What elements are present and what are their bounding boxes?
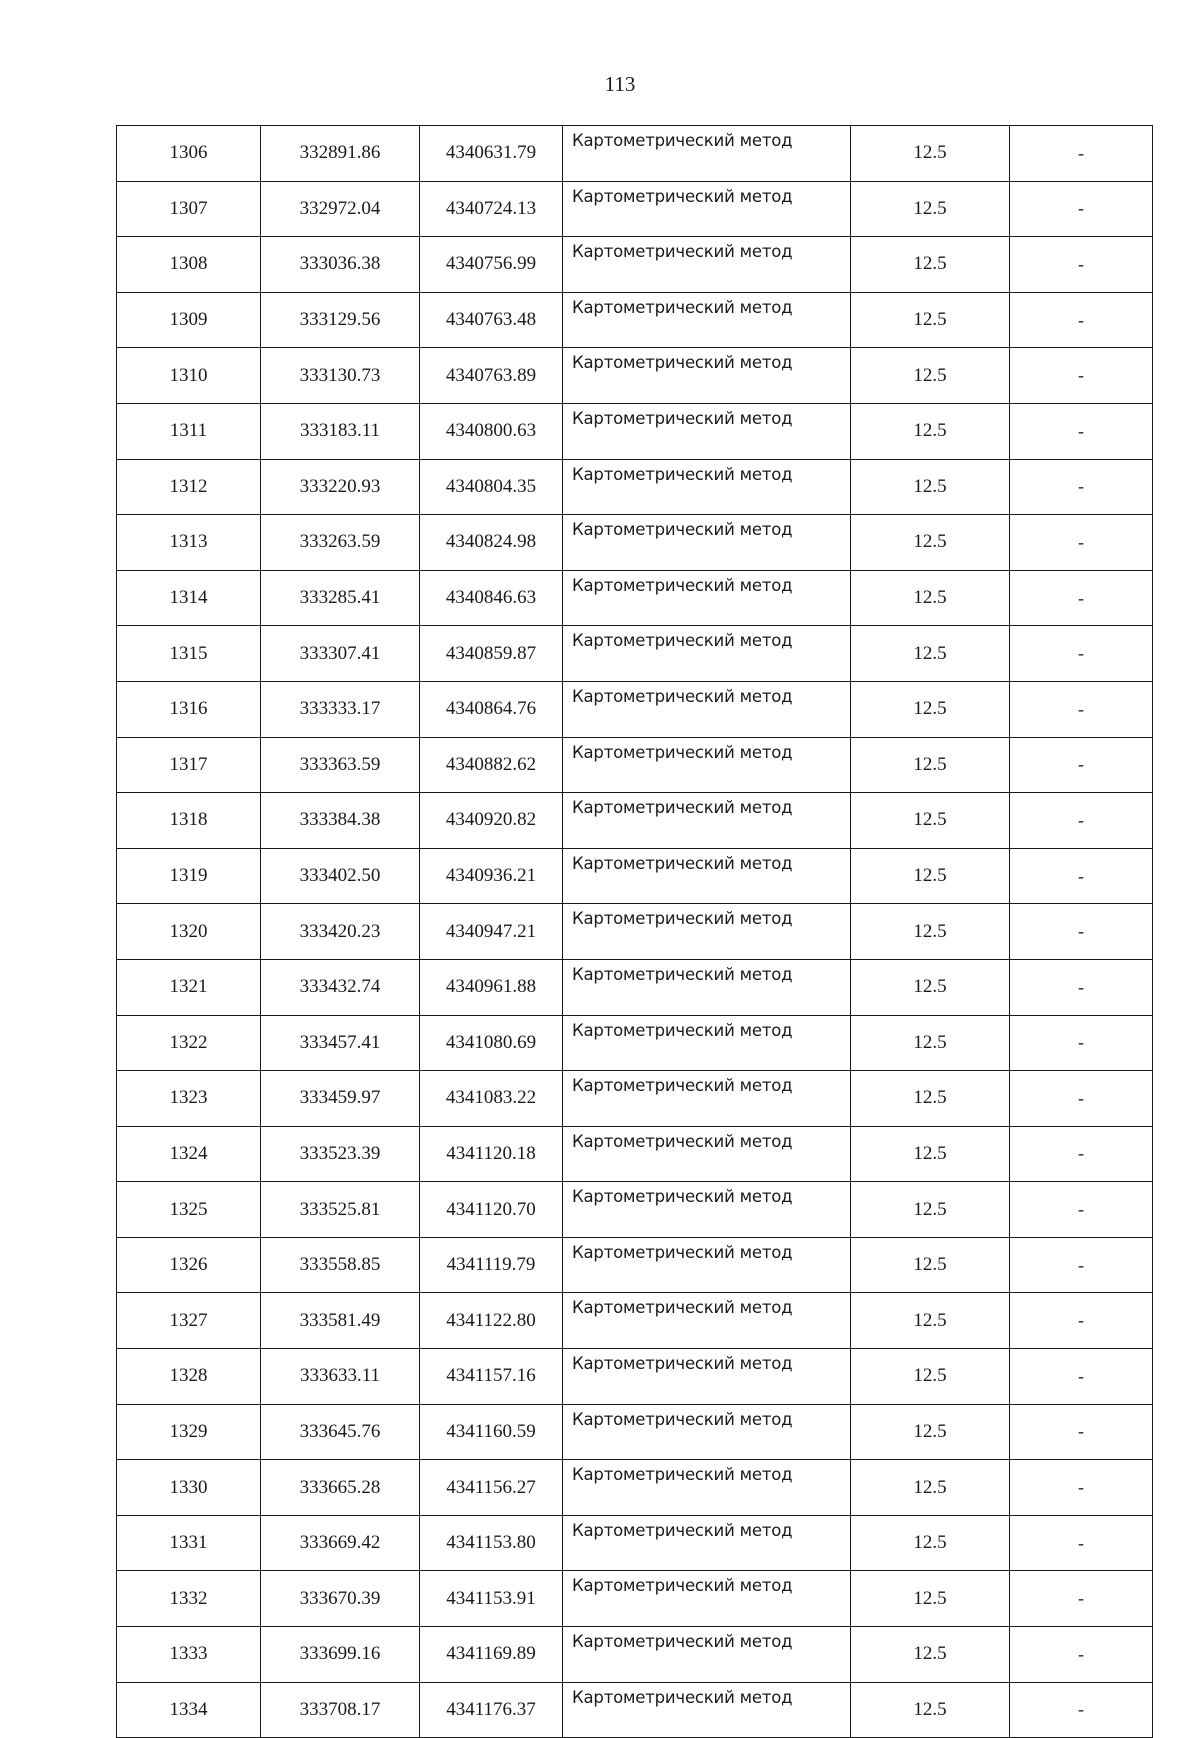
x-coordinate-cell: 333363.59 [261,737,420,793]
note-cell: - [1010,459,1153,515]
point-number-cell: 1323 [117,1071,261,1127]
y-coordinate-cell: 4341119.79 [420,1237,563,1293]
note-cell: - [1010,348,1153,404]
x-coordinate-cell: 333669.42 [261,1515,420,1571]
table-row [117,459,1153,515]
point-number-cell: 1316 [117,681,261,737]
note-cell: - [1010,1515,1153,1571]
table-row [117,793,1153,849]
method-cell: Картометрический метод [563,126,851,182]
x-coordinate-cell: 333457.41 [261,1015,420,1071]
note-cell: - [1010,403,1153,459]
y-coordinate-cell: 4341120.18 [420,1126,563,1182]
table-row [117,1460,1153,1516]
table-body [117,126,1153,1738]
method-cell: Картометрический метод [563,1071,851,1127]
point-number-cell: 1333 [117,1627,261,1683]
y-coordinate-cell: 4341153.91 [420,1571,563,1627]
point-number-cell: 1309 [117,292,261,348]
note-cell: - [1010,904,1153,960]
table-row [117,1404,1153,1460]
accuracy-cell: 12.5 [851,1515,1010,1571]
y-coordinate-cell: 4340882.62 [420,737,563,793]
y-coordinate-cell: 4341156.27 [420,1460,563,1516]
accuracy-cell: 12.5 [851,1071,1010,1127]
x-coordinate-cell: 333633.11 [261,1349,420,1405]
accuracy-cell: 12.5 [851,793,1010,849]
table-row [117,848,1153,904]
method-cell: Картометрический метод [563,348,851,404]
method-cell: Картометрический метод [563,1515,851,1571]
y-coordinate-cell: 4340961.88 [420,959,563,1015]
note-cell: - [1010,181,1153,237]
table-row [117,681,1153,737]
note-cell: - [1010,681,1153,737]
method-cell: Картометрический метод [563,1627,851,1683]
x-coordinate-cell: 333183.11 [261,403,420,459]
note-cell: - [1010,848,1153,904]
note-cell: - [1010,1182,1153,1238]
method-cell: Картометрический метод [563,1126,851,1182]
table-row [117,1182,1153,1238]
method-cell: Картометрический метод [563,1237,851,1293]
y-coordinate-cell: 4341120.70 [420,1182,563,1238]
accuracy-cell: 12.5 [851,292,1010,348]
accuracy-cell: 12.5 [851,681,1010,737]
x-coordinate-cell: 333036.38 [261,237,420,293]
note-cell: - [1010,237,1153,293]
method-cell: Картометрический метод [563,1349,851,1405]
accuracy-cell: 12.5 [851,737,1010,793]
point-number-cell: 1332 [117,1571,261,1627]
table-row [117,959,1153,1015]
table-row [117,237,1153,293]
accuracy-cell: 12.5 [851,848,1010,904]
note-cell: - [1010,1627,1153,1683]
method-cell: Картометрический метод [563,570,851,626]
point-number-cell: 1311 [117,403,261,459]
point-number-cell: 1331 [117,1515,261,1571]
y-coordinate-cell: 4340859.87 [420,626,563,682]
y-coordinate-cell: 4341157.16 [420,1349,563,1405]
method-cell: Картометрический метод [563,1571,851,1627]
accuracy-cell: 12.5 [851,1404,1010,1460]
y-coordinate-cell: 4340763.48 [420,292,563,348]
note-cell: - [1010,793,1153,849]
accuracy-cell: 12.5 [851,904,1010,960]
x-coordinate-cell: 333402.50 [261,848,420,904]
accuracy-cell: 12.5 [851,1182,1010,1238]
point-number-cell: 1325 [117,1182,261,1238]
accuracy-cell: 12.5 [851,237,1010,293]
point-number-cell: 1322 [117,1015,261,1071]
table-row [117,181,1153,237]
coordinates-table [116,125,1153,1738]
x-coordinate-cell: 333665.28 [261,1460,420,1516]
accuracy-cell: 12.5 [851,1015,1010,1071]
x-coordinate-cell: 333333.17 [261,681,420,737]
x-coordinate-cell: 332972.04 [261,181,420,237]
point-number-cell: 1310 [117,348,261,404]
x-coordinate-cell: 333263.59 [261,515,420,571]
method-cell: Картометрический метод [563,959,851,1015]
y-coordinate-cell: 4340824.98 [420,515,563,571]
table-row [117,1237,1153,1293]
point-number-cell: 1334 [117,1682,261,1738]
table-row [117,904,1153,960]
note-cell: - [1010,1571,1153,1627]
note-cell: - [1010,626,1153,682]
y-coordinate-cell: 4341169.89 [420,1627,563,1683]
table-row [117,1515,1153,1571]
page-number: 113 [604,72,636,96]
x-coordinate-cell: 333581.49 [261,1293,420,1349]
table-row [117,1349,1153,1405]
table-row [117,348,1153,404]
note-cell: - [1010,1349,1153,1405]
x-coordinate-cell: 333307.41 [261,626,420,682]
table-row [117,1126,1153,1182]
point-number-cell: 1319 [117,848,261,904]
y-coordinate-cell: 4340763.89 [420,348,563,404]
table-row [117,1627,1153,1683]
x-coordinate-cell: 333384.38 [261,793,420,849]
note-cell: - [1010,570,1153,626]
x-coordinate-cell: 333645.76 [261,1404,420,1460]
note-cell: - [1010,1460,1153,1516]
y-coordinate-cell: 4340631.79 [420,126,563,182]
note-cell: - [1010,515,1153,571]
table-row [117,515,1153,571]
table-row [117,626,1153,682]
accuracy-cell: 12.5 [851,1126,1010,1182]
x-coordinate-cell: 333708.17 [261,1682,420,1738]
point-number-cell: 1324 [117,1126,261,1182]
method-cell: Картометрический метод [563,237,851,293]
x-coordinate-cell: 333220.93 [261,459,420,515]
table-row [117,403,1153,459]
note-cell: - [1010,1682,1153,1738]
x-coordinate-cell: 333129.56 [261,292,420,348]
point-number-cell: 1321 [117,959,261,1015]
method-cell: Картометрический метод [563,1404,851,1460]
point-number-cell: 1308 [117,237,261,293]
method-cell: Картометрический метод [563,1460,851,1516]
note-cell: - [1010,1404,1153,1460]
y-coordinate-cell: 4340936.21 [420,848,563,904]
accuracy-cell: 12.5 [851,626,1010,682]
point-number-cell: 1318 [117,793,261,849]
table-row [117,1571,1153,1627]
point-number-cell: 1313 [117,515,261,571]
method-cell: Картометрический метод [563,848,851,904]
y-coordinate-cell: 4340804.35 [420,459,563,515]
x-coordinate-cell: 333699.16 [261,1627,420,1683]
point-number-cell: 1315 [117,626,261,682]
y-coordinate-cell: 4341122.80 [420,1293,563,1349]
point-number-cell: 1328 [117,1349,261,1405]
method-cell: Картометрический метод [563,1015,851,1071]
y-coordinate-cell: 4340724.13 [420,181,563,237]
y-coordinate-cell: 4340756.99 [420,237,563,293]
method-cell: Картометрический метод [563,1293,851,1349]
x-coordinate-cell: 333459.97 [261,1071,420,1127]
x-coordinate-cell: 333432.74 [261,959,420,1015]
method-cell: Картометрический метод [563,1682,851,1738]
note-cell: - [1010,1293,1153,1349]
method-cell: Картометрический метод [563,904,851,960]
method-cell: Картометрический метод [563,292,851,348]
y-coordinate-cell: 4341080.69 [420,1015,563,1071]
point-number-cell: 1330 [117,1460,261,1516]
note-cell: - [1010,126,1153,182]
table-row [117,1015,1153,1071]
y-coordinate-cell: 4340864.76 [420,681,563,737]
accuracy-cell: 12.5 [851,459,1010,515]
point-number-cell: 1326 [117,1237,261,1293]
method-cell: Картометрический метод [563,181,851,237]
point-number-cell: 1327 [117,1293,261,1349]
x-coordinate-cell: 333420.23 [261,904,420,960]
accuracy-cell: 12.5 [851,1349,1010,1405]
note-cell: - [1010,959,1153,1015]
accuracy-cell: 12.5 [851,403,1010,459]
point-number-cell: 1317 [117,737,261,793]
note-cell: - [1010,737,1153,793]
y-coordinate-cell: 4341083.22 [420,1071,563,1127]
accuracy-cell: 12.5 [851,1571,1010,1627]
point-number-cell: 1314 [117,570,261,626]
x-coordinate-cell: 333285.41 [261,570,420,626]
accuracy-cell: 12.5 [851,126,1010,182]
method-cell: Картометрический метод [563,515,851,571]
method-cell: Картометрический метод [563,403,851,459]
note-cell: - [1010,1015,1153,1071]
accuracy-cell: 12.5 [851,181,1010,237]
point-number-cell: 1320 [117,904,261,960]
x-coordinate-cell: 333523.39 [261,1126,420,1182]
note-cell: - [1010,1071,1153,1127]
y-coordinate-cell: 4341160.59 [420,1404,563,1460]
method-cell: Картометрический метод [563,681,851,737]
note-cell: - [1010,1237,1153,1293]
table-row [117,292,1153,348]
y-coordinate-cell: 4341176.37 [420,1682,563,1738]
table-row [117,570,1153,626]
y-coordinate-cell: 4340920.82 [420,793,563,849]
accuracy-cell: 12.5 [851,959,1010,1015]
accuracy-cell: 12.5 [851,348,1010,404]
point-number-cell: 1306 [117,126,261,182]
table-row [117,1293,1153,1349]
method-cell: Картометрический метод [563,626,851,682]
point-number-cell: 1312 [117,459,261,515]
accuracy-cell: 12.5 [851,1460,1010,1516]
note-cell: - [1010,292,1153,348]
accuracy-cell: 12.5 [851,570,1010,626]
x-coordinate-cell: 333670.39 [261,1571,420,1627]
y-coordinate-cell: 4340947.21 [420,904,563,960]
x-coordinate-cell: 333525.81 [261,1182,420,1238]
y-coordinate-cell: 4341153.80 [420,1515,563,1571]
point-number-cell: 1329 [117,1404,261,1460]
x-coordinate-cell: 333558.85 [261,1237,420,1293]
note-cell: - [1010,1126,1153,1182]
table-row [117,1682,1153,1738]
accuracy-cell: 12.5 [851,1682,1010,1738]
table-row [117,737,1153,793]
method-cell: Картометрический метод [563,1182,851,1238]
method-cell: Картометрический метод [563,737,851,793]
table-row [117,126,1153,182]
accuracy-cell: 12.5 [851,1237,1010,1293]
accuracy-cell: 12.5 [851,1627,1010,1683]
x-coordinate-cell: 333130.73 [261,348,420,404]
method-cell: Картометрический метод [563,459,851,515]
table-row [117,1071,1153,1127]
y-coordinate-cell: 4340846.63 [420,570,563,626]
method-cell: Картометрический метод [563,793,851,849]
accuracy-cell: 12.5 [851,515,1010,571]
y-coordinate-cell: 4340800.63 [420,403,563,459]
accuracy-cell: 12.5 [851,1293,1010,1349]
point-number-cell: 1307 [117,181,261,237]
x-coordinate-cell: 332891.86 [261,126,420,182]
